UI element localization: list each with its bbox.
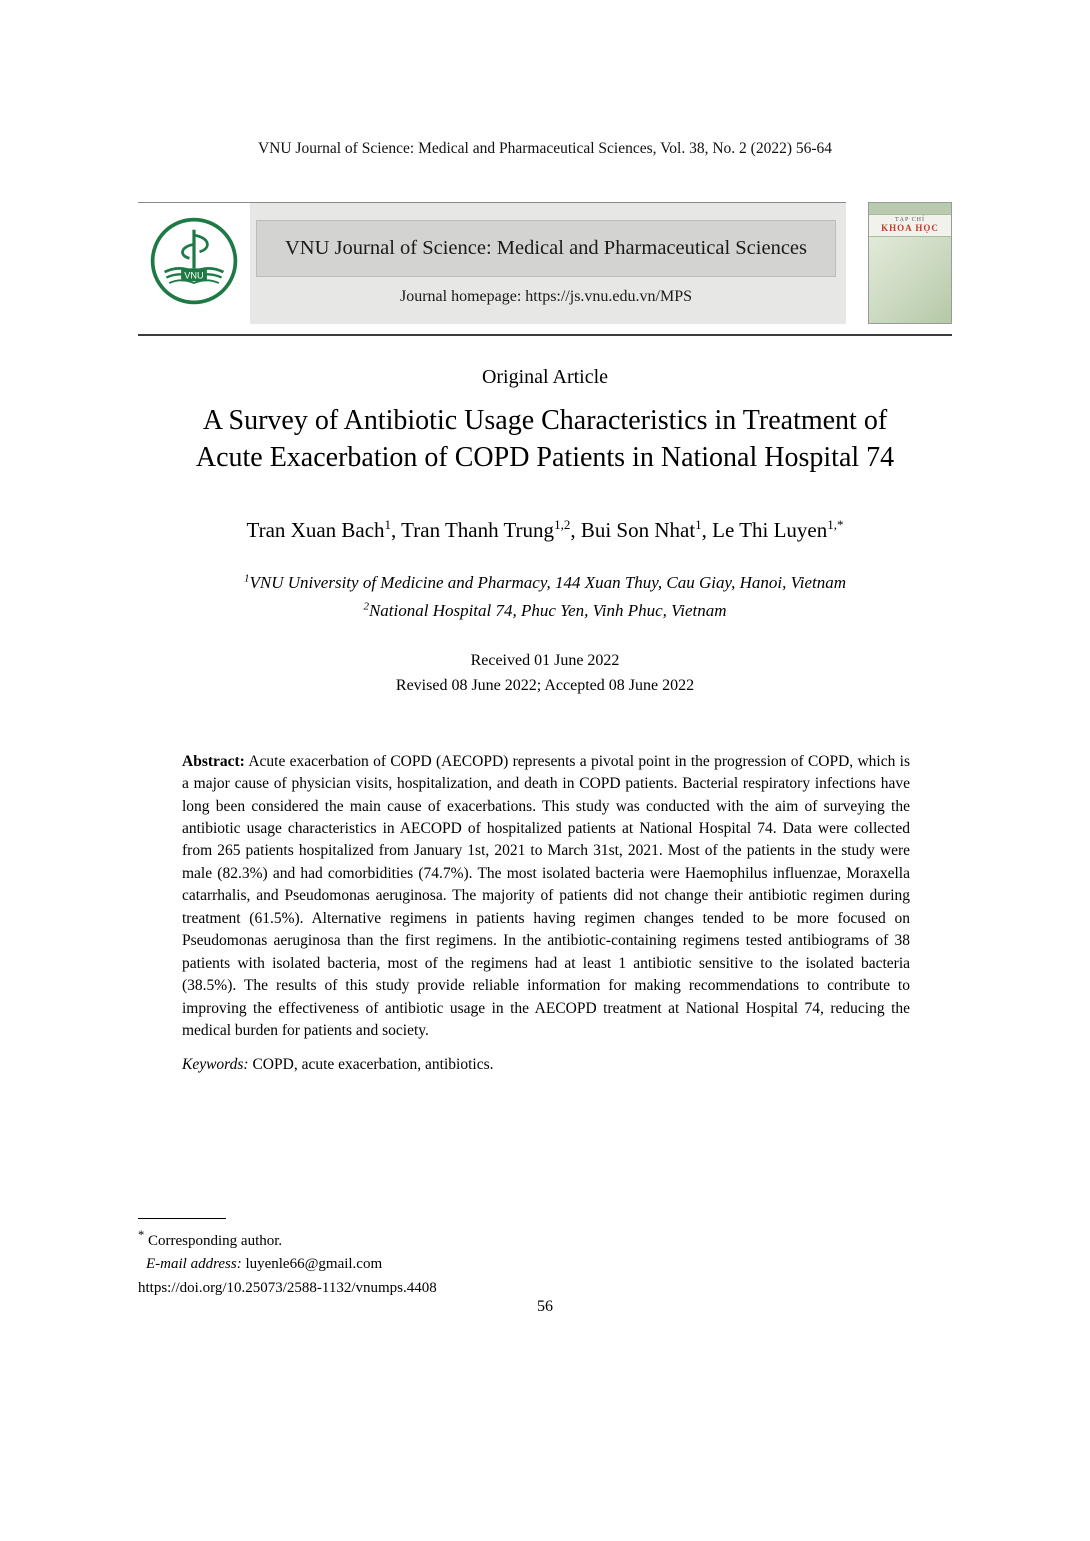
cover-masthead-area	[869, 215, 951, 236]
received-date: Received 01 June 2022	[470, 652, 620, 669]
running-header: VNU Journal of Science: Medical and Pharmaceutical Sciences, Vol. 38, No. 2 (2022) 56-64	[257, 140, 833, 157]
abstract-paragraph	[182, 751, 910, 1043]
author-2: Tran Thanh Trung$^{1,2}$,	[401, 516, 581, 542]
author-4: Le Thi Luyen$^{1,*}$	[712, 516, 844, 542]
banner-gray-area	[138, 202, 846, 324]
keywords-label: Keywords:	[182, 1055, 249, 1073]
journal-title: VNU Journal of Science: Medical and Pharmaceutical Sciences	[256, 220, 836, 277]
author-3: Bui Son Nhat$^1$,	[580, 516, 713, 542]
abstract-text: Acute exacerbation of COPD (AECOPD) represents a pivotal point in the progression of COPD, which is a major cause of physician visits, hospitalization, and death in COPD patients. Bacterial respiratory infections have long been considered the main cause of exacerbations. This study was conducted with the aim of surveying the antibiotic usage characteristics in AECOPD of hospitalized patients at National Hospital 74. Data were collected from 265 patients hospitalized from January 1st, 2021 to March 31st, 2021. Most of the patients in the study were male (82.3%) and had comorbidities (74.7%). The most isolated bacteria were Haemophilus influenzae, Moraxella catarrhalis, and Pseudomonas aeruginosa. The majority of patients did not change their antibiotic regimen during treatment (61.5%). Alternative regimens in patients having regimen changes tended to be more focused on Pseudomonas aeruginosa than the first regimens. In the antibiotic-containing regimens tested antibiograms of 38 patients with isolated bacteria, most of the regimens had at least 1 antibiotic sensitive to the isolated bacteria (38.5%). The results of this study provide reliable information for making recommendations to contribute to improving the effectiveness of antibiotic usage in the AECOPD treatment at National Hospital 74, reducing the medical burden for patients and society.	[182, 752, 911, 1040]
vnu-logo-box	[138, 203, 250, 324]
journal-cover-thumbnail	[868, 202, 952, 324]
cover-top-strip	[869, 203, 951, 215]
footnote-rule	[138, 1218, 226, 1219]
email-label: E-mail address:	[146, 1255, 242, 1272]
journal-homepage-link[interactable]: Journal homepage: https://js.vnu.edu.vn/MPS	[400, 287, 692, 305]
affiliation-1: $^1$VNU University of Medicine and Pharmacy, 144 Xuan Thuy, Cau Giay, Hanoi, Vietnam	[244, 572, 846, 592]
page-number: 56	[537, 1298, 553, 1315]
article-title-line2: Acute Exacerbation of COPD Patients in National Hospital 74	[195, 441, 895, 473]
article-title-line1: A Survey of Antibiotic Usage Characteristics in Treatment of	[202, 405, 888, 436]
abstract-block	[182, 751, 910, 1074]
banner-main	[250, 203, 846, 324]
corresponding-author-note: * Corresponding author.	[138, 1228, 283, 1249]
author-1: Tran Xuan Bach$^1$,	[246, 516, 402, 542]
author-3-affil-sup: 1	[695, 516, 702, 532]
dates-block	[0, 649, 1090, 699]
affiliation-2: $^2$National Hospital 74, Phuc Yen, Vinh Phuc, Vietnam	[363, 600, 727, 620]
abstract-label: Abstract:	[182, 752, 245, 770]
author-4-affil-sup: 1,*	[827, 516, 844, 532]
article-title	[70, 403, 1020, 477]
cover-masthead-text: KHOA HỌC	[881, 223, 939, 233]
revised-accepted-dates: Revised 08 June 2022; Accepted 08 June 2022	[395, 676, 695, 694]
doi-link[interactable]: https://doi.org/10.25073/2588-1132/vnumps.4408	[138, 1280, 437, 1296]
vnu-logo-icon	[148, 215, 240, 312]
cover-artwork	[869, 236, 951, 323]
vnu-logo-text: VNU	[184, 270, 204, 281]
authors-line	[0, 517, 1090, 543]
footnote-block	[138, 1218, 382, 1275]
cover-small-text: TẠP CHÍ	[895, 217, 925, 223]
keywords-text: COPD, acute exacerbation, antibiotics.	[252, 1055, 494, 1073]
keywords-line	[182, 1056, 910, 1074]
article-type-label: Original Article	[481, 366, 609, 388]
email-address-link[interactable]: luyenle66@gmail.com	[245, 1255, 383, 1272]
journal-banner	[138, 202, 952, 336]
author-1-affil-sup: 1	[384, 516, 392, 532]
email-line	[146, 1253, 382, 1276]
affiliations	[0, 569, 1090, 625]
author-2-affil-sup: 1,2	[554, 516, 571, 532]
